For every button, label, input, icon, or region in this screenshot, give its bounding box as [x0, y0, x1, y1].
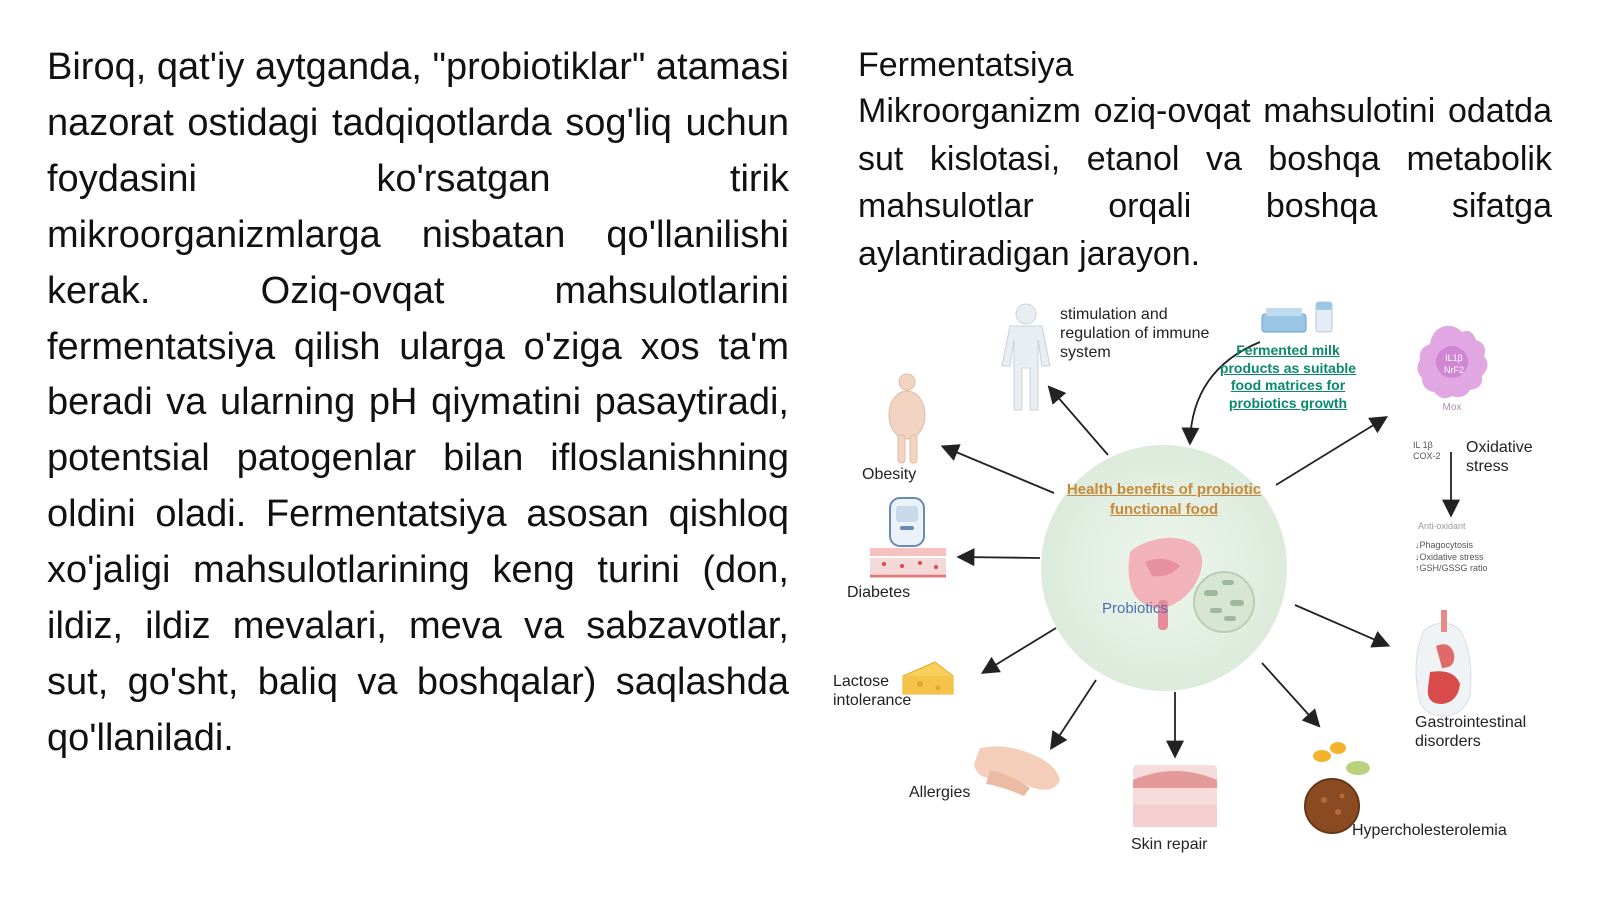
label-anti-oxidant: Anti-oxidant	[1418, 521, 1466, 531]
label-skin-repair: Skin repair	[1131, 836, 1208, 853]
label-il-cox: IL 1β COX-2	[1413, 440, 1441, 461]
label-lactose-intolerance: Lactose intolerance	[833, 673, 912, 709]
skin-icon	[1133, 765, 1217, 827]
label-center-title: Health benefits of probiotic functional food	[1066, 481, 1262, 518]
digestive-system-icon	[1416, 610, 1471, 716]
label-allergies: Allergies	[909, 784, 971, 801]
label-oxidative-list: ↓Phagocytosis ↓Oxidative stress ↑GSH/GSSG ratio	[1415, 540, 1488, 573]
milk-products-icon	[1262, 302, 1332, 332]
label-diabetes: Diabetes	[847, 584, 911, 601]
bacteria-icon	[1194, 572, 1254, 632]
label-immune-system: stimulation and regulation of immune system	[1060, 306, 1210, 361]
label-obesity: Obesity	[862, 466, 917, 483]
label-hypercholesterolemia: Hypercholesterolemia	[1352, 822, 1507, 839]
label-cell-under: Mox	[1442, 402, 1462, 413]
human-body-icon	[1002, 304, 1050, 410]
label-oxidative-stress: Oxidative stress	[1466, 439, 1533, 475]
label-probiotics: Probiotics	[1102, 600, 1168, 617]
right-paragraph: Mikroorganizm oziq-ovqat mahsulotini odatda sut kislotasi, etanol va boshqa metabolik mahsulotlar orqali boshqa sifatga aylantiradigan jarayon.	[858, 92, 1552, 273]
glucose-meter-icon	[870, 498, 946, 576]
right-title: Fermentatsiya	[858, 46, 1074, 84]
label-fermented-milk: Fermented milk products as suitable food matrices for probiotics growth	[1219, 342, 1357, 411]
left-paragraph: Biroq, qat'iy aytganda, "probiotiklar" atamasi nazorat ostidagi tadqiqotlarda sog'liq uchun foydasini ko'rsatgan tirik mikroorganizmlarga nisbatan qo'llanilishi kerak. Oziq-ovqat mahsulotlarini fermentatsiya qilish ularga o'ziga xos ta'm beradi va ularning pH qiymatini pasaytiradi, potentsial patogenlar bilan ifloslanishning oldini oladi. Fermentatsiya asosan qishloq xo'jaligi mahsulotlarining keng turini (don, ildiz, ildiz mevalari, meva va sabzavotlar, sut, go'sht, baliq va boshqalar) saqlashda qo'llaniladi.	[47, 46, 789, 759]
label-cell-markers: IL1β NrF2	[1444, 353, 1464, 375]
label-gastrointestinal: Gastrointestinal disorders	[1415, 714, 1527, 750]
obesity-figure-icon	[889, 374, 925, 463]
probiotic-benefits-diagram	[833, 300, 1600, 890]
cholesterol-food-icon	[1305, 742, 1370, 833]
